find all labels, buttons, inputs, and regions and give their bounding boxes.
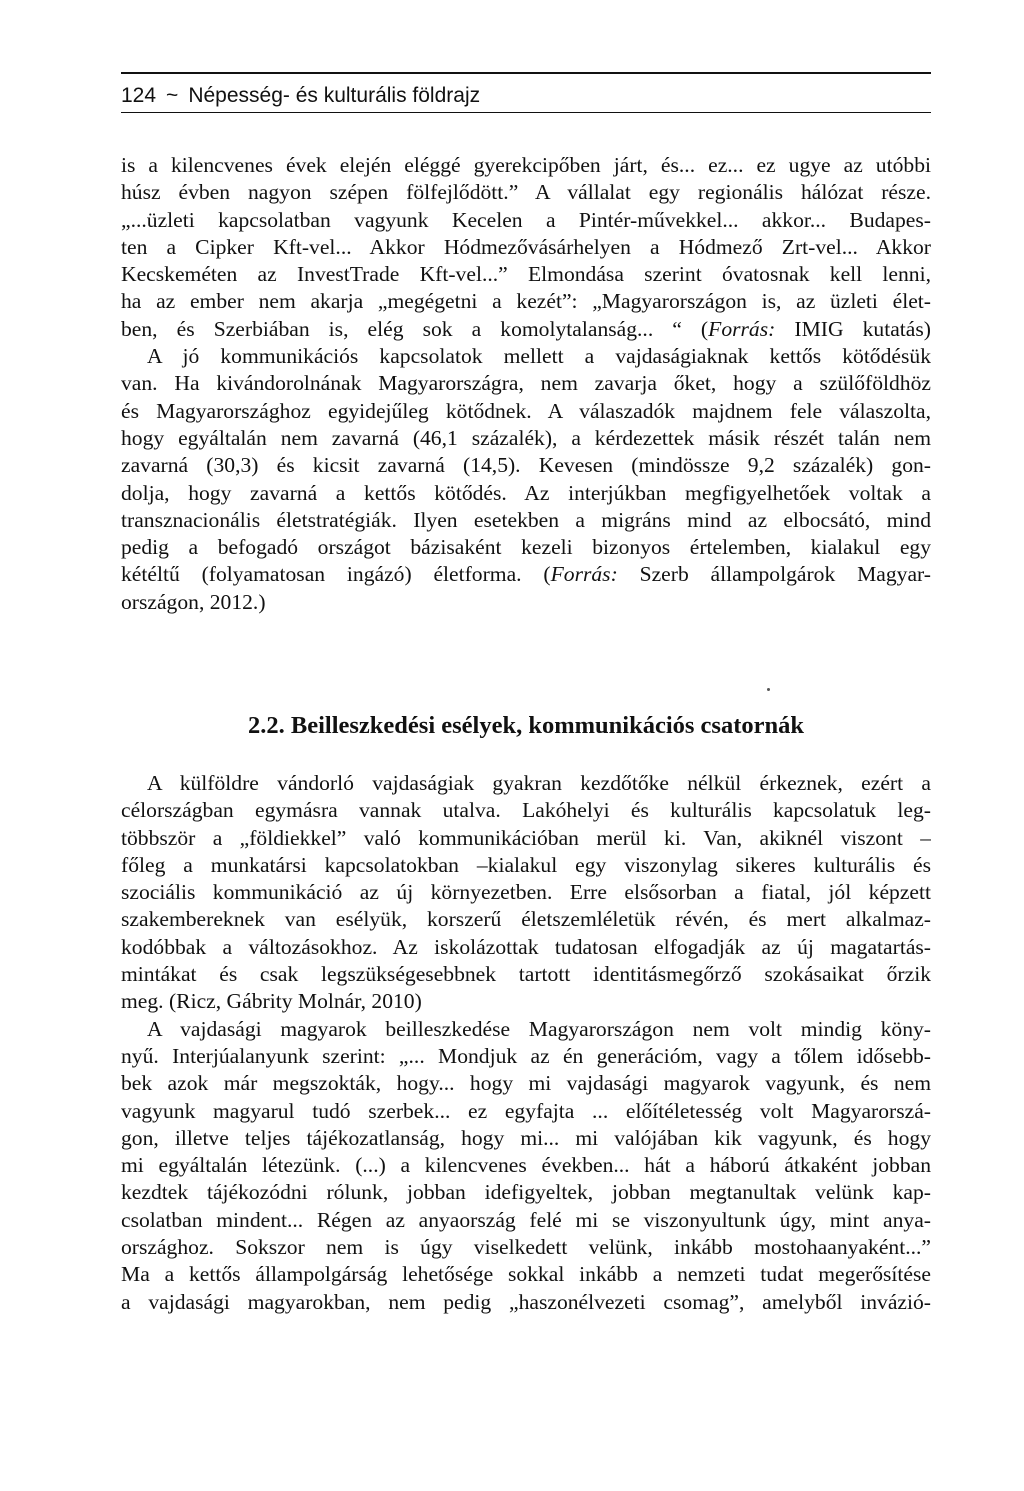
body-text-lower <box>121 770 931 1316</box>
scan-speck <box>767 688 770 691</box>
text-line: ten a Cipker Kft-vel... Akkor Hódmezővásárhelyen a Hódmező Zrt-vel... Akkor <box>121 234 931 259</box>
text-line: célországban egymásra vannak utalva. Lakóhelyi és kulturális kapcsolatuk leg- <box>121 798 931 823</box>
text-fragment: ben, és Szerbiában is, elég sok a komolytalanság... “ ( <box>121 316 709 341</box>
paragraph-4 <box>121 1016 931 1316</box>
text-fragment: kétéltű (folyamatosan ingázó) életforma. ( <box>121 562 551 587</box>
text-line: országhoz. Sokszor nem is úgy viselkedett velünk, inkább mostohaanyaként...” <box>121 1235 931 1260</box>
text-line: többször a „földiekkel” való kommunikációban merül ki. Van, akiknél viszont – <box>121 825 931 850</box>
text-line: zavarná (30,3) és kicsit zavarná (14,5). Kevesen (mindössze 9,2 százalék) gon- <box>121 453 931 478</box>
text-line: A jó kommunikációs kapcsolatok mellett a vajdaságiaknak kettős kötődésük <box>147 344 931 369</box>
text-line: főleg a munkatársi kapcsolatokban –kialakul egy viszonylag sikeres kulturális és <box>121 852 931 877</box>
text-line: mi egyáltalán létezünk. (...) a kilencvenes években... hát a háború átkaként jobban <box>121 1153 931 1178</box>
text-line: kezdtek tájékozódni rólunk, jobban idefigyeltek, jobban megtanultak velünk kap- <box>121 1180 931 1205</box>
running-header <box>121 72 931 116</box>
text-line: a vajdasági magyarokban, nem pedig „haszonélvezeti csomag”, amelyből invázió- <box>121 1289 931 1314</box>
section-title: 2.2. Beilleszkedési esélyek, kommunikációs csatornák <box>247 712 804 739</box>
header-text <box>121 84 480 108</box>
text-line: és Magyarországhoz egyidejűleg kötődnek. A válaszadók majdnem fele válaszolta, <box>121 398 931 423</box>
text-line: van. Ha kivándorolnának Magyarországra, nem zavarja őket, hogy a szülőföldhöz <box>121 371 931 396</box>
text-line <box>121 316 931 343</box>
text-line: húsz évben nagyon szépen fölfejlődött.” A vállalat egy regionális hálózat része. <box>121 180 931 205</box>
text-line: Ma a kettős állampolgárság lehetősége sokkal inkább a nemzeti tudat megerősítése <box>121 1262 931 1287</box>
text-line: mintákat és csak legszükségesebbnek tartott identitásmegőrző szokásaikat őrzik <box>121 962 931 987</box>
text-line: dolja, hogy zavarná a kettős kötődés. Az interjúkban megfigyelhetőek voltak a <box>121 480 931 505</box>
text-line: ha az ember nem akarja „megégetni a kezét”: „Magyarországon is, az üzleti élet- <box>121 289 931 314</box>
text-line: hogy egyáltalán nem zavarná (46,1 százalék), a kérdezettek másik részét talán nem <box>121 425 931 450</box>
text-line: transznacionális életstratégiák. Ilyen esetekben a migráns mind az elbocsátó, mind <box>121 507 931 532</box>
page-number: 124 <box>121 84 157 107</box>
body-text-upper <box>121 152 931 616</box>
text-line: szociális kommunikáció az új környezetben. Erre elsősorban a fiatal, jól képzett <box>121 880 931 905</box>
text-line: gon, illetve teljes tájékozatlanság, hogy mi... mi valójában kik vagyunk, és hogy <box>121 1125 931 1150</box>
text-line: kodóbbak a változásokhoz. Az iskolázottak tudatosan elfogadják az új magatartás- <box>121 934 931 959</box>
source-label: Forrás: <box>550 562 618 587</box>
text-line: pedig a befogadó országot bázisaként kezeli bizonyos értelemben, kialakul egy <box>121 535 931 560</box>
text-line: Kecskeméten az InvestTrade Kft-vel...” Elmondása szerint óvatosnak kell lenni, <box>121 262 931 287</box>
header-separator: ~ <box>166 84 179 107</box>
text-line: „...üzleti kapcsolatban vagyunk Kecelen a Pintér-művekkel... akkor... Budapes- <box>121 207 931 232</box>
header-top-rule <box>121 72 931 74</box>
header-bottom-rule <box>121 112 931 113</box>
text-line: bek azok már megszokták, hogy... hogy mi vajdasági magyarok vagyunk, és nem <box>121 1071 931 1096</box>
text-line: is a kilencvenes évek elején eléggé gyerekcipőben járt, és... ez... ez ugye az utóbbi <box>121 153 931 177</box>
text-fragment: Szerb állampolgárok Magyar- <box>617 562 931 587</box>
text-line <box>121 561 931 588</box>
text-line: csolatban mindent... Régen az anyaország felé mi se viszonyultunk úgy, mint anya- <box>121 1207 931 1232</box>
running-title: Népesség- és kulturális földrajz <box>188 84 481 107</box>
text-line: A külföldre vándorló vajdaságiak gyakran kezdőtőke nélkül érkeznek, ezért a <box>147 771 931 795</box>
text-line: nyű. Interjúalanyunk szerint: „... Mondjuk az én generációm, vagy a tőlem idősebb- <box>121 1043 931 1068</box>
text-line: A vajdasági magyarok beilleszkedése Magyarországon nem volt mindig köny- <box>147 1016 931 1041</box>
paragraph-1 <box>121 152 931 343</box>
text-line: országon, 2012.) <box>121 589 266 614</box>
source-label: Forrás: <box>708 316 776 341</box>
paragraph-2 <box>121 343 931 616</box>
text-line: vagyunk magyarul tudó szerbek... ez egyfajta ... előítéletesség volt Magyarorszá- <box>121 1098 931 1123</box>
text-line: szakembereknek van esélyük, korszerű életszemléletük révén, és mert alkalmaz- <box>121 907 931 932</box>
paragraph-3 <box>121 770 931 1016</box>
text-line: meg. (Ricz, Gábrity Molnár, 2010) <box>121 989 422 1014</box>
text-fragment: IMIG kutatás) <box>775 316 931 341</box>
